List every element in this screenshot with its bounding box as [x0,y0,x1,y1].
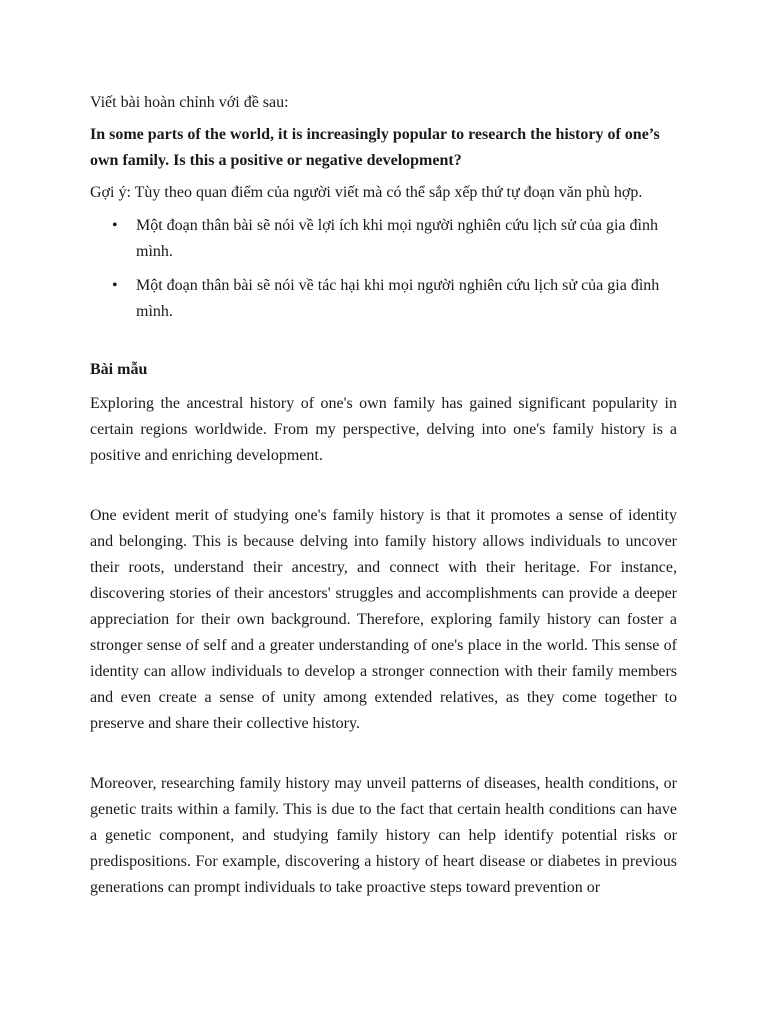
document-page [90,88,677,901]
bullet-icon: • [112,277,118,294]
hint-line: Gợi ý: Tùy theo quan điểm của người viết mà có thể sắp xếp thứ tự đoạn văn phù hợp. [90,184,643,201]
essay-paragraph-body-2: Moreover, researching family history may unveil patterns of diseases, health conditions, or genetic traits within a family. This is due to the fact that certain health conditions can have a genetic component, and studying family history can help identify potential risks or predispositions. For example, discovering a history of heart disease or diabetes in previous generations can prompt individuals to take proactive steps toward prevention or [90,775,677,896]
bullet-text: Một đoạn thân bài sẽ nói về tác hại khi mọi người nghiên cứu lịch sử của gia đình mình. [136,277,660,320]
hint-bullet-list [90,213,677,325]
intro-line: Viết bài hoàn chỉnh với đề sau: [90,94,289,111]
list-item [90,213,677,265]
bullet-text: Một đoạn thân bài sẽ nói về lợi ích khi mọi người nghiên cứu lịch sử của gia đình mình. [136,217,658,260]
sample-heading: Bài mẫu [90,361,148,378]
list-item [90,273,677,325]
bullet-icon: • [112,217,118,234]
essay-prompt: In some parts of the world, it is increasingly popular to research the history of one’s own family. Is this a positive or negative development? [90,126,660,169]
essay-paragraph-intro: Exploring the ancestral history of one's own family has gained significant popularity in certain regions worldwide. From my perspective, delving into one's family history is a positive and enriching development. [90,395,677,464]
essay-paragraph-body-1: One evident merit of studying one's family history is that it promotes a sense of identity and belonging. This is because delving into family history allows individuals to uncover their roots, understand their ancestry, and connect with their heritage. For instance, discovering stories of their ancestors' struggles and accomplishments can provide a deeper appreciation for their own background. Therefore, exploring family history can foster a stronger sense of self and a greater understanding of one's place in the world. This sense of identity can allow individuals to develop a stronger connection with their family members and even create a sense of unity among extended relatives, as they come together to preserve and share their collective history. [90,507,677,732]
